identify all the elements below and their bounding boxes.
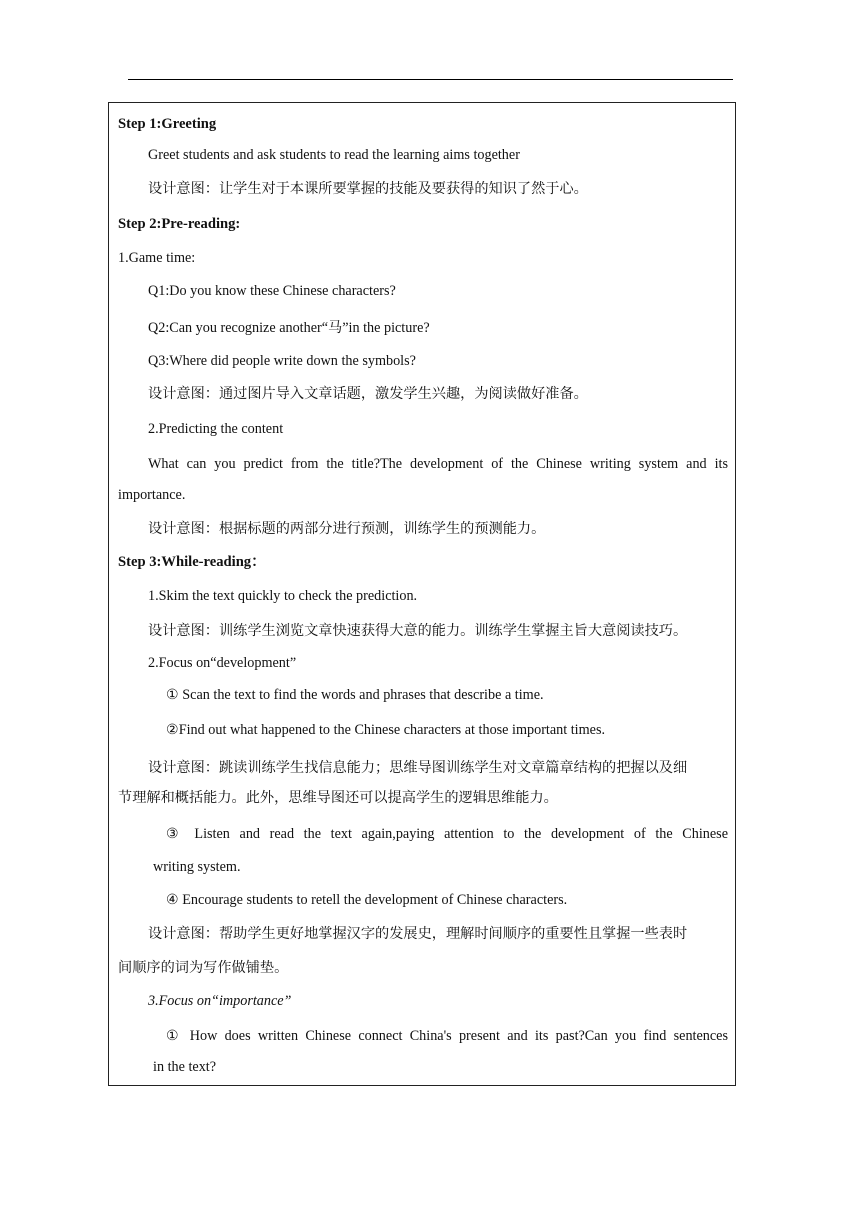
question-q2: Q2:Can you recognize another“马”in the picture? — [148, 320, 430, 336]
design-intent-3: 设计意图：根据标题的两部分进行预测，训练学生的预测能力。 — [148, 521, 546, 537]
question-q1: Q1:Do you know these Chinese characters? — [148, 283, 396, 299]
skim-task: 1.Skim the text quickly to check the prediction. — [148, 588, 418, 604]
importance-question-cont: in the text? — [153, 1059, 217, 1075]
design-intent-6: 设计意图：帮助学生更好地掌握汉字的发展史，理解时间顺序的重要性且掌握一些表时 — [148, 926, 688, 942]
listen-task: ③ Listen and read the text again,paying attention to the development of the Chinese — [166, 826, 728, 842]
design-intent-2: 设计意图：通过图片导入文章话题，激发学生兴趣，为阅读做好准备。 — [148, 386, 588, 402]
retell-task: ④ Encourage students to retell the development of Chinese characters. — [166, 892, 568, 908]
predict-question-cont: importance. — [118, 487, 186, 503]
importance-question: ① How does written Chinese connect China's present and its past?Can you find sentences — [166, 1028, 728, 1044]
step2-heading: Step 2:Pre-reading: — [118, 216, 241, 232]
design-intent-5: 设计意图：跳读训练学生找信息能力；思维导图训练学生对文章篇章结构的把握以及细 — [148, 760, 688, 776]
scan-task: ① Scan the text to find the words and phrases that describe a time. — [166, 687, 544, 703]
question-q3: Q3:Where did people write down the symbols? — [148, 353, 416, 369]
design-intent-6-cont: 间顺序的词为写作做铺垫。 — [118, 960, 289, 976]
step1-text: Greet students and ask students to read the learning aims together — [148, 147, 520, 163]
game-time-label: 1.Game time: — [118, 250, 196, 266]
design-intent-1: 设计意图：让学生对于本课所要掌握的技能及要获得的知识了然于心。 — [148, 181, 588, 197]
focus-importance: 3.Focus on“importance” — [148, 993, 292, 1009]
step3-heading: Step 3:While-reading： — [118, 554, 266, 570]
find-out-task: ②Find out what happened to the Chinese characters at those important times. — [166, 722, 606, 738]
focus-development: 2.Focus on“development” — [148, 655, 297, 671]
design-intent-5-cont: 节理解和概括能力。此外，思维导图还可以提高学生的逻辑思维能力。 — [118, 790, 558, 806]
predict-question: What can you predict from the title?The development of the Chinese writing system and its — [148, 456, 728, 472]
step1-heading: Step 1:Greeting — [118, 116, 217, 132]
header-rule — [128, 79, 733, 80]
predicting-label: 2.Predicting the content — [148, 421, 284, 437]
design-intent-4: 设计意图：训练学生浏览文章快速获得大意的能力。训练学生掌握主旨大意阅读技巧。 — [148, 623, 688, 639]
listen-task-cont: writing system. — [153, 859, 241, 875]
